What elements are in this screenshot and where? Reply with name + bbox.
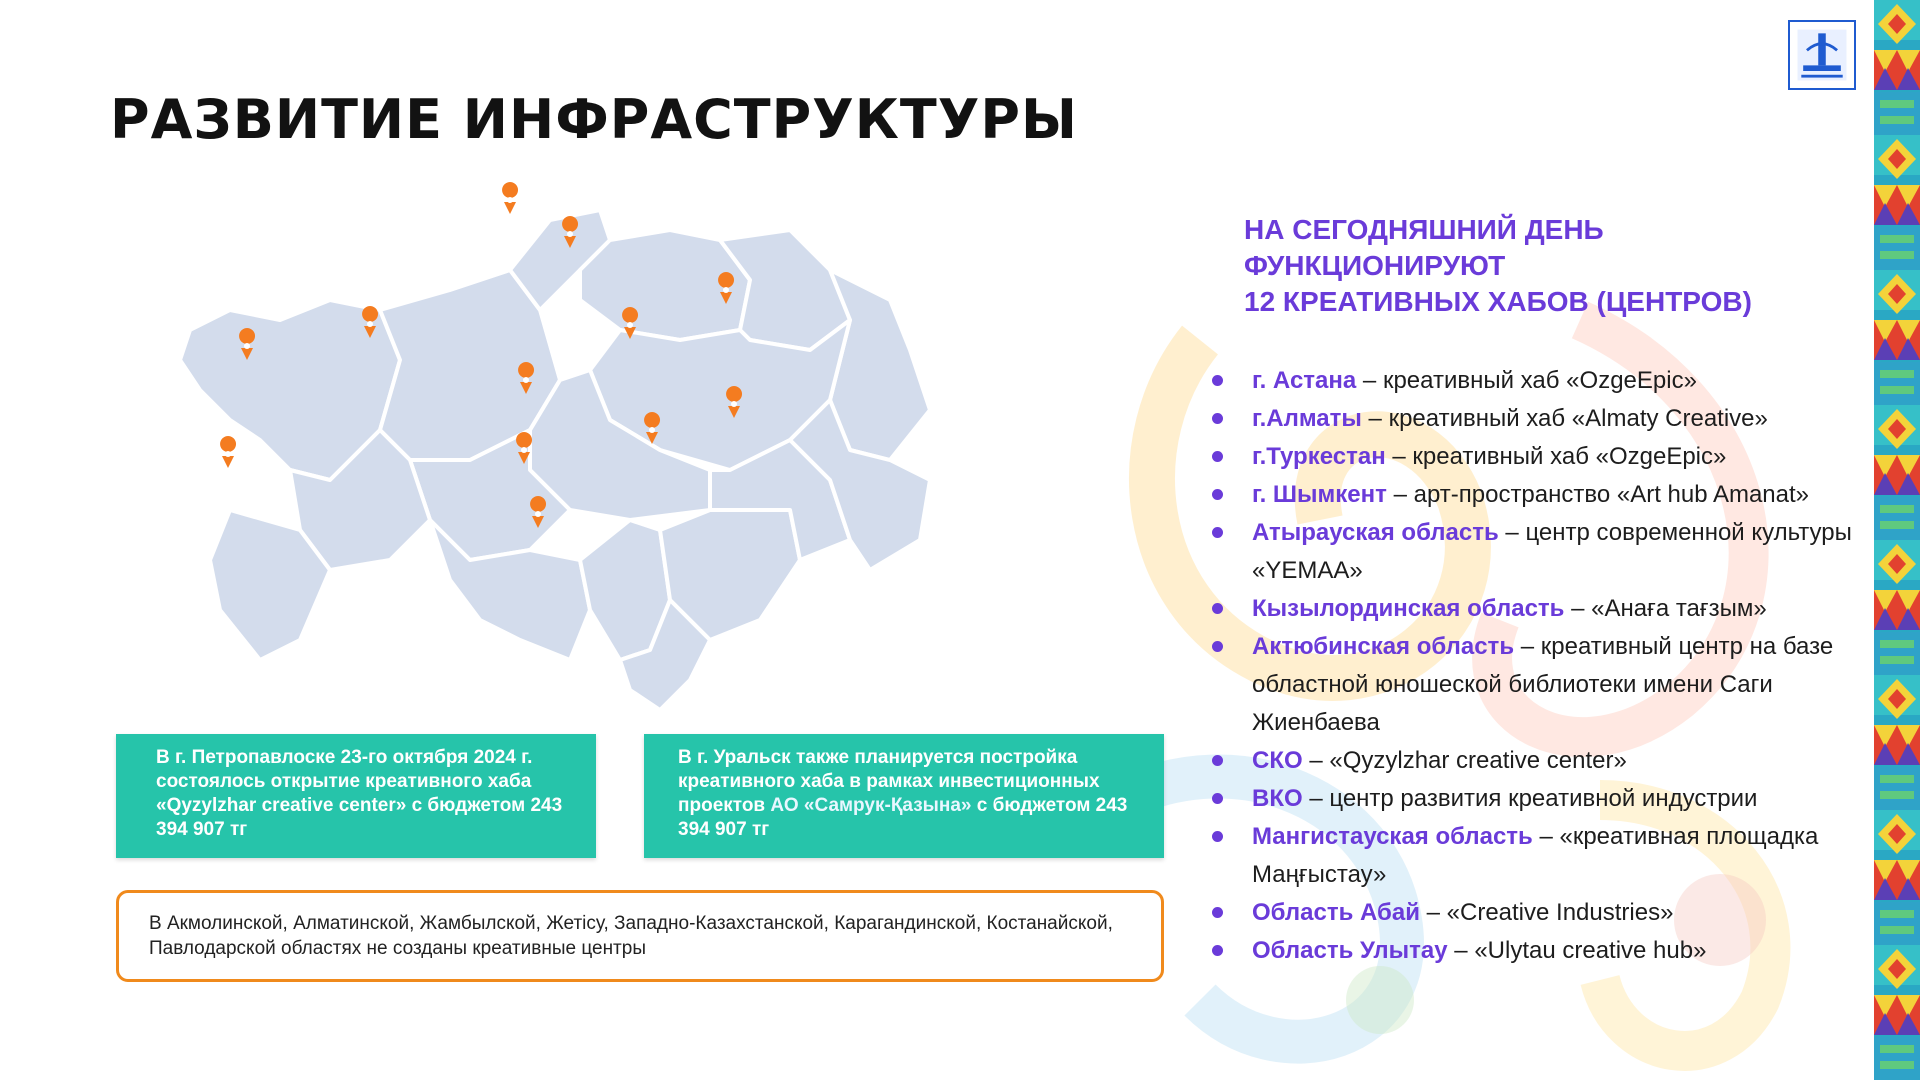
uralsk-text-b: АО «Самрук-Қазына» xyxy=(770,795,972,816)
hub-name: СКО xyxy=(1252,747,1303,774)
hub-separator: – xyxy=(1386,481,1414,508)
list-item xyxy=(1212,818,1872,894)
bullet-icon xyxy=(1212,907,1223,918)
list-item xyxy=(1212,514,1872,590)
hub-desc: «Ulytau creative hub» xyxy=(1474,937,1707,964)
petropavlovsk-text: В г. Петропавлоске 23-го октября 2024 г. состоялось открытие креативного хаба «Qyzylzhar creative center» с бюджетом 243 394 907 тг xyxy=(156,747,563,840)
hub-separator: – xyxy=(1447,937,1475,964)
bullet-icon xyxy=(1212,641,1223,652)
list-item xyxy=(1212,590,1872,628)
hub-desc: «Qyzylzhar creative center» xyxy=(1329,747,1627,774)
list-item xyxy=(1212,628,1872,742)
kazakhstan-map xyxy=(150,180,1070,720)
heading-line: 12 КРЕАТИВНЫХ ХАБОВ (ЦЕНТРОВ) xyxy=(1244,286,1752,317)
hub-desc: креативный хаб «Almaty Creative» xyxy=(1388,405,1768,432)
list-item xyxy=(1212,894,1872,932)
hub-desc: «Creative Industries» xyxy=(1446,899,1674,926)
list-item xyxy=(1212,780,1872,818)
hub-name: Область Абай xyxy=(1252,899,1420,926)
bullet-icon xyxy=(1212,527,1223,538)
hub-name: г. Шымкент xyxy=(1252,481,1387,508)
bullet-icon xyxy=(1212,489,1223,500)
hub-name: г.Туркестан xyxy=(1252,443,1386,470)
bullet-icon xyxy=(1212,831,1223,842)
hub-desc: креативный хаб «OzgeEpic» xyxy=(1382,367,1697,394)
ornamental-border xyxy=(1874,0,1920,1080)
heading-line: НА СЕГОДНЯШНИЙ ДЕНЬ xyxy=(1244,214,1604,245)
bullet-icon xyxy=(1212,603,1223,614)
no-centers-note xyxy=(116,890,1164,982)
hub-separator: – xyxy=(1564,595,1592,622)
hub-name: ВКО xyxy=(1252,785,1303,812)
hub-name: Кызылординская область xyxy=(1252,595,1565,622)
hub-name: г. Астана xyxy=(1252,367,1357,394)
list-item xyxy=(1212,476,1872,514)
hub-separator: – xyxy=(1356,367,1383,394)
hub-separator: – xyxy=(1532,823,1560,850)
bullet-icon xyxy=(1212,375,1223,386)
hub-name: Актюбинская область xyxy=(1252,633,1515,660)
uralsk-info-box xyxy=(644,734,1164,858)
hub-separator: – xyxy=(1385,443,1413,470)
hub-desc: центр современной культуры «YEMAA» xyxy=(1252,519,1852,584)
list-item xyxy=(1212,932,1872,970)
hub-name: г.Алматы xyxy=(1252,405,1362,432)
hub-desc: «креативная площадка Маңғыстау» xyxy=(1252,823,1819,888)
hub-separator: – xyxy=(1302,747,1330,774)
hub-separator: – xyxy=(1514,633,1541,660)
bullet-icon xyxy=(1212,413,1223,424)
ministry-logo-icon xyxy=(1788,20,1856,90)
uralsk-text-a: В г. Уральск также планируется постройка креативного хаба в рамках инвестиционных проектов xyxy=(678,747,1100,816)
hub-desc: креативный хаб «OzgeEpic» xyxy=(1412,443,1727,470)
map-regions xyxy=(180,210,930,710)
list-item xyxy=(1212,400,1872,438)
hub-separator: – xyxy=(1419,899,1447,926)
hub-name: Атырауская область xyxy=(1252,519,1499,546)
hub-list xyxy=(1212,362,1872,970)
note-text: В Акмолинской, Алматинской, Жамбылской, Жетісу, Западно-Казахстанской, Карагандинской, Костанайской, Павлодарской областях не созданы креативные центры xyxy=(149,913,1113,959)
hub-name: Область Улытау xyxy=(1252,937,1448,964)
hub-name: Мангистауская область xyxy=(1252,823,1533,850)
hub-desc: арт-пространство «Art hub Amanat» xyxy=(1413,481,1809,508)
heading-line: ФУНКЦИОНИРУЮТ xyxy=(1244,250,1506,281)
list-item xyxy=(1212,742,1872,780)
bullet-icon xyxy=(1212,793,1223,804)
bullet-icon xyxy=(1212,451,1223,462)
hub-desc: «Анаға тағзым» xyxy=(1591,595,1767,622)
hub-separator: – xyxy=(1302,785,1330,812)
petropavlovsk-info-box xyxy=(116,734,596,858)
hubs-heading xyxy=(1244,212,1844,320)
uralsk-text-c: с бюджетом 243 394 907 тг xyxy=(678,795,1128,840)
list-item xyxy=(1212,362,1872,400)
bullet-icon xyxy=(1212,755,1223,766)
bullet-icon xyxy=(1212,945,1223,956)
hub-separator: – xyxy=(1498,519,1526,546)
list-item xyxy=(1212,438,1872,476)
hub-desc: центр развития креативной индустрии xyxy=(1329,785,1758,812)
hub-separator: – xyxy=(1361,405,1389,432)
page-title: РАЗВИТИЕ ИНФРАСТРУКТУРЫ xyxy=(110,88,1078,151)
hub-desc: креативный центр на базе областной юношеской библиотеки имени Саги Жиенбаева xyxy=(1252,633,1834,736)
